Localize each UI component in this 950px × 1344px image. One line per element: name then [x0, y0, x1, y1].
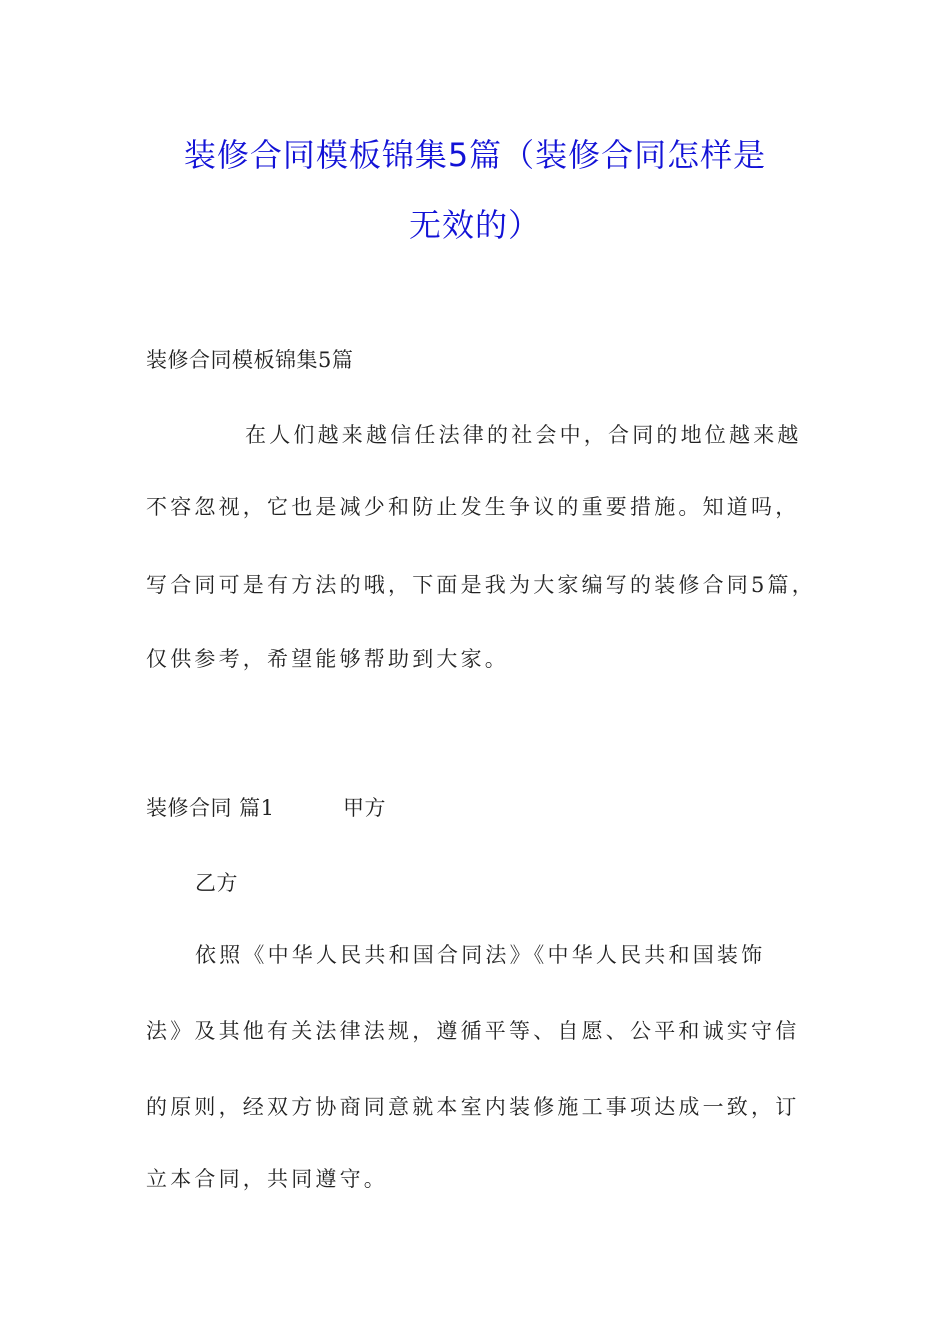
- intro-paragraph-line: 在人们越来越信任法律的社会中，合同的地位越来越: [245, 423, 802, 447]
- clause-paragraph-line: 法》及其他有关法律法规，遵循平等、自愿、公平和诚实守信: [146, 1019, 800, 1043]
- intro-paragraph-line: 仅供参考，希望能够帮助到大家。: [146, 647, 509, 671]
- clause-paragraph-line: 依照《中华人民共和国合同法》《中华人民共和国装饰: [195, 943, 766, 967]
- clause-paragraph-line: 立本合同，共同遵守。: [146, 1167, 388, 1191]
- intro-paragraph-line: 写合同可是有方法的哦，下面是我为大家编写的装修合同5篇，: [146, 573, 816, 597]
- document-subtitle: 装修合同模板锦集5篇: [146, 348, 354, 372]
- party-b-label: 乙方: [195, 871, 238, 895]
- page-title-line-2: 无效的）: [408, 206, 541, 244]
- party-a-label: 甲方: [343, 796, 386, 820]
- intro-paragraph-line: 不容忽视，它也是减少和防止发生争议的重要措施。知道吗，: [146, 495, 800, 519]
- page-title-line-1: 装修合同模板锦集5篇（装修合同怎样是: [183, 136, 767, 174]
- clause-paragraph-line: 的原则，经双方协商同意就本室内装修施工事项达成一致，订: [146, 1095, 800, 1119]
- section-heading: 装修合同 篇1: [146, 796, 275, 820]
